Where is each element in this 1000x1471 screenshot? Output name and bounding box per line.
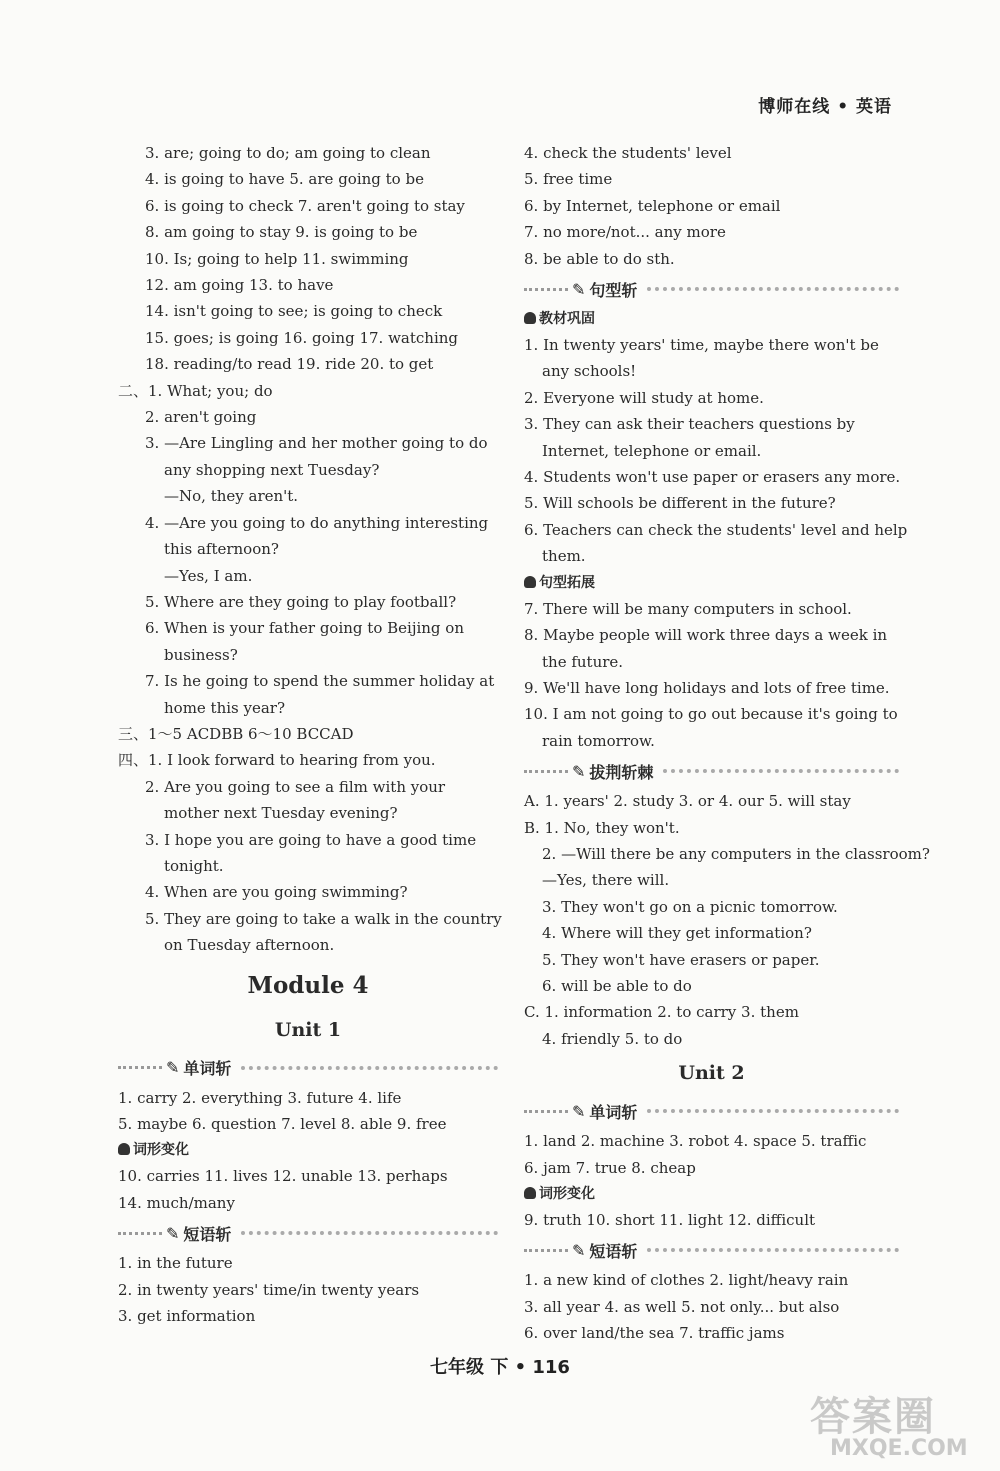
answer-line: 2. Everyone will study at home. [524,388,764,407]
answer-line: 18. reading/to read 19. ride 20. to get [145,355,434,374]
answer-line: 12. am going 13. to have [145,276,334,295]
subsection-heading [524,1181,899,1207]
answer-line: 四、1. I look forward to hearing from you. [118,751,436,770]
module-title: Module 4 [247,971,369,999]
answer-line: 3. I hope you are going to have a good time [145,830,477,849]
answer-line: 4. —Are you going to do anything interesting [145,513,489,532]
answer-line: tonight. [164,856,224,875]
answer-line: 4. friendly 5. to do [542,1029,683,1048]
answer-line: 1. land 2. machine 3. robot 4. space 5. traffic [524,1132,867,1151]
answer-line: 14. isn't going to see; is going to check [145,302,443,321]
answer-line: 5. free time [524,170,613,189]
subsection-heading-label: 句型拓展 [539,574,595,591]
subsection-heading-label: 词形变化 [539,1186,595,1202]
shield-icon [118,1143,130,1155]
watermark-logo [810,1385,990,1465]
answer-line: 5. Will schools be different in the future? [524,494,836,513]
pen-icon: ✎ [572,1101,586,1121]
answer-line: 7. Is he going to spend the summer holiday at [145,672,495,691]
pen-icon: ✎ [572,761,586,781]
subsection-heading [118,1137,498,1163]
answer-line: 3. —Are Lingling and her mother going to do [145,434,488,453]
answer-line: 14. much/many [118,1193,235,1212]
answer-line: 2. aren't going [145,408,257,427]
section-heading-label: 单词斩 [183,1059,232,1079]
left-column [118,140,502,1329]
dotted-rule [647,287,899,291]
dotted-rule [241,1066,498,1070]
answer-line: 1. in the future [118,1254,233,1273]
subsection-heading [524,570,899,596]
shield-icon [524,576,536,588]
dotted-rule [647,1109,899,1113]
answer-line: 5. They won't have erasers or paper. [542,950,820,969]
answer-line: 3. They won't go on a picnic tomorrow. [542,897,838,916]
answer-line: —Yes, there will. [542,871,670,890]
answer-line: B. 1. No, they won't. [524,818,680,837]
answer-line: 15. goes; is going 16. going 17. watching [145,328,459,347]
section-heading [524,756,899,786]
answer-line: home this year? [164,698,286,717]
answer-line: 3. They can ask their teachers questions by [524,415,855,434]
page-footer: 七年级 下 • 116 [430,1357,570,1378]
dotted-rule [663,769,899,773]
answer-line: 2. —Will there be any computers in the classroom? [542,844,930,863]
answer-line: 4. Students won't use paper or erasers any more. [524,468,901,487]
answer-line: the future. [542,652,624,671]
answer-line: —No, they aren't. [164,487,299,506]
answer-line: any shopping next Tuesday? [164,460,380,479]
answer-line: 6. jam 7. true 8. cheap [524,1158,696,1177]
answer-line: 5. They are going to take a walk in the country [145,909,502,928]
pen-icon: ✎ [166,1223,180,1243]
answer-line: 6. is going to check 7. aren't going to stay [145,196,465,215]
answer-line: 3. are; going to do; am going to clean [145,144,431,162]
answer-line: 6. over land/the sea 7. traffic jams [524,1324,785,1343]
answer-line: 9. We'll have long holidays and lots of free time. [524,678,890,697]
answer-line: 7. no more/not... any more [524,223,726,242]
unit-title: Unit 1 [274,1018,342,1041]
section-heading-label: 短语斩 [589,1241,638,1261]
answer-line: Internet, telephone or email. [542,441,762,460]
answer-line: 8. be able to do sth. [524,249,675,268]
dotted-rule [524,288,568,291]
subsection-heading-label: 教材巩固 [539,311,595,328]
answer-line: 3. all year 4. as well 5. not only... but also [524,1297,840,1316]
answer-line: 5. maybe 6. question 7. level 8. able 9. free [118,1115,447,1133]
answer-line: 2. in twenty years' time/in twenty years [118,1280,420,1299]
answer-line: 1. carry 2. everything 3. future 4. life [118,1088,402,1107]
section-heading [118,1053,498,1083]
section-heading-label: 拔荆斩棘 [589,762,654,782]
answer-line: this afternoon? [164,540,279,559]
answer-line: 6. Teachers can check the students' level and help [524,520,908,539]
answer-line: 10. carries 11. lives 12. unable 13. perhaps [118,1167,448,1186]
answer-line: 8. Maybe people will work three days a week in [524,626,888,645]
section-heading-label: 单词斩 [589,1102,638,1122]
section-heading-label: 短语斩 [183,1224,232,1244]
dotted-rule [118,1232,162,1235]
answer-line: 4. When are you going swimming? [145,883,408,902]
answer-line: 1. In twenty years' time, maybe there won't be [524,336,879,355]
watermark-main: 答案圈 [810,1394,936,1440]
answer-line: 2. Are you going to see a film with your [145,777,446,796]
dotted-rule [241,1231,498,1235]
answer-line: 二、1. What; you; do [118,381,273,400]
answer-line: 3. get information [118,1307,256,1326]
watermark-url: MXQE.COM [830,1436,968,1461]
answer-line: A. 1. years' 2. study 3. or 4. our 5. will stay [524,792,851,811]
answer-line: on Tuesday afternoon. [164,936,335,955]
answer-line: 4. Where will they get information? [542,924,812,943]
section-heading-label: 句型斩 [589,280,638,300]
answer-line: C. 1. information 2. to carry 3. them [524,1003,799,1022]
dotted-rule [524,1249,568,1252]
section-heading [524,1235,899,1265]
answer-line: them. [542,547,586,566]
dotted-rule [524,1110,568,1113]
answer-line: 1. a new kind of clothes 2. light/heavy rain [524,1271,849,1290]
subsection-heading-label: 词形变化 [133,1142,189,1159]
section-heading [524,1096,899,1126]
section-heading [118,1218,498,1248]
answer-line: 10. I am not going to go out because it's going to [524,705,898,724]
answer-line: 4. is going to have 5. are going to be [145,170,424,189]
pen-icon: ✎ [166,1058,180,1078]
answer-line: 9. truth 10. short 11. light 12. difficult [524,1211,816,1229]
answer-line: 5. Where are they going to play football? [145,592,457,611]
dotted-rule [647,1248,899,1252]
answer-line: rain tomorrow. [542,731,655,750]
pen-icon: ✎ [572,279,586,299]
answer-line: —Yes, I am. [164,566,253,585]
unit-title: Unit 2 [678,1062,745,1085]
answer-line: 6. will be able to do [542,976,692,995]
section-heading [524,274,899,304]
answer-line: mother next Tuesday evening? [164,804,398,823]
shield-icon [524,312,536,324]
dotted-rule [524,770,568,773]
answer-line: 6. When is your father going to Beijing on [145,619,464,638]
answer-line: 三、1～5 ACDBB 6～10 BCCAD [118,724,354,743]
answer-line: business? [164,645,238,664]
answer-line: 8. am going to stay 9. is going to be [145,223,418,242]
right-column [524,140,930,1347]
subsection-heading [524,306,899,332]
answer-line: 6. by Internet, telephone or email [524,196,781,215]
answer-line: 7. There will be many computers in school. [524,599,852,618]
answer-line: any schools! [542,362,637,381]
answer-line: 4. check the students' level [524,144,732,162]
shield-icon [524,1187,536,1199]
pen-icon: ✎ [572,1240,586,1260]
page-header: 博师在线 • 英语 [758,97,892,117]
answer-line: 10. Is; going to help 11. swimming [145,249,409,268]
dotted-rule [118,1066,162,1069]
